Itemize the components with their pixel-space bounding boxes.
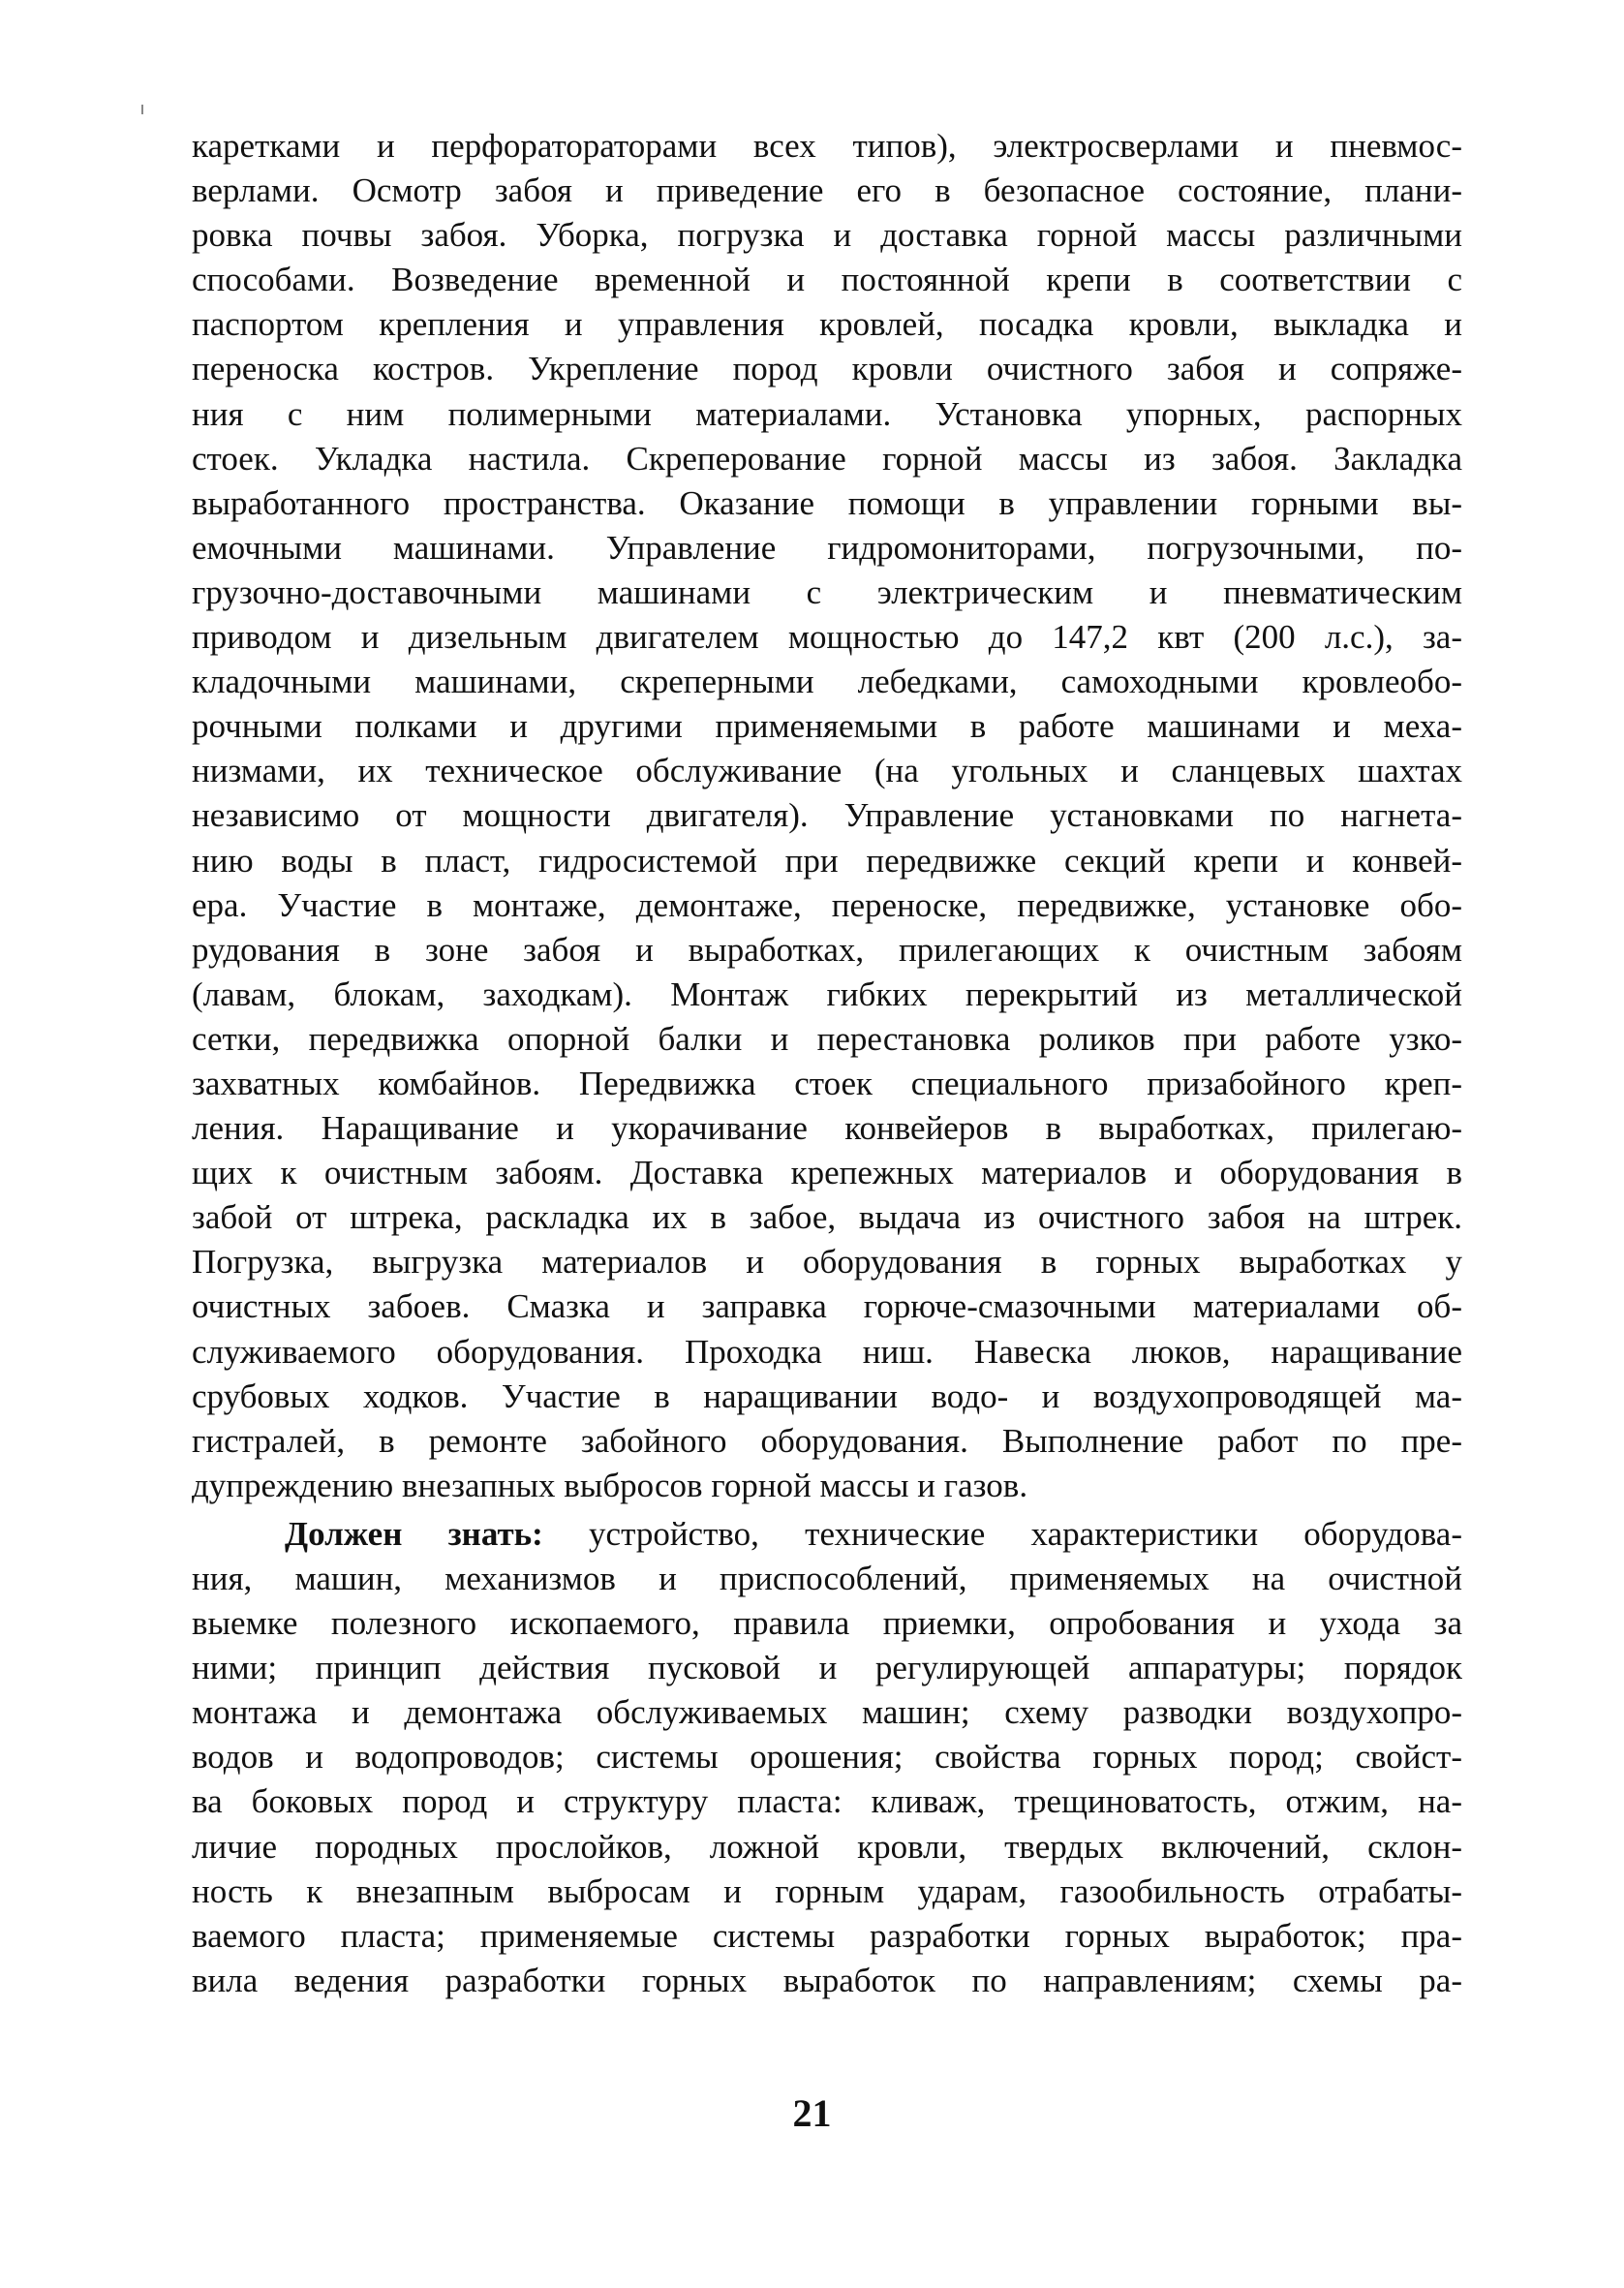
paragraph-1	[192, 124, 1462, 1508]
text-line: каретками и перфоратораторами всех типов), электросверлами и пневмос-	[192, 127, 1462, 165]
body-text	[192, 124, 1462, 2003]
text-line: грузочно-доставочными машинами с электрическим и пневматическим	[192, 572, 1462, 611]
text-line: низмами, их техническое обслуживание (на угольных и сланцевых шахтах	[192, 752, 1462, 790]
text-line: выработанного пространства. Оказание помощи в управлении горными вы-	[192, 483, 1462, 522]
text-line: способами. Возведение временной и постоянной крепи в соответствии с	[192, 261, 1462, 299]
text-line: гистралей, в ремонте забойного оборудования. Выполнение работ по пре-	[192, 1421, 1462, 1460]
paragraph-2	[192, 1512, 1462, 2003]
text-line: щих к очистным забоям. Доставка крепежных материалов и оборудования в	[192, 1154, 1462, 1192]
text-line: ваемого пласта; применяемые системы разработки горных выработок; пра-	[192, 1916, 1462, 1955]
text-line: очистных забоев. Смазка и заправка горюче-смазочными материалами об-	[192, 1287, 1462, 1326]
text-line: переноска костров. Укрепление пород кровли очистного забоя и сопряже-	[192, 350, 1462, 388]
scan-speck	[141, 105, 143, 114]
text-line: водов и водопроводов; системы орошения; свойства горных пород; свойст-	[192, 1738, 1462, 1777]
text-line: ния с ним полимерными материалами. Установка упорных, распорных	[192, 394, 1462, 433]
text-line: ними; принцип действия пусковой и регулирующей аппаратуры; порядок	[192, 1649, 1462, 1687]
lead-rest: устройство, технические характеристики оборудова-	[542, 1514, 1462, 1553]
text-line: забой от штрека, раскладка их в забое, выдача из очистного забоя на штрек.	[192, 1198, 1462, 1237]
text-line: рудования в зоне забоя и выработках, прилегающих к очистным забоям	[192, 930, 1462, 969]
text-line: выемке полезного ископаемого, правила приемки, опробования и ухода за	[192, 1604, 1462, 1643]
text-line: сетки, передвижка опорной балки и перестановка роликов при работе узко-	[192, 1019, 1462, 1058]
text-line: личие породных прослойков, ложной кровли, твердых включений, склон-	[192, 1827, 1462, 1866]
text-line: захватных комбайнов. Передвижка стоек специального призабойного креп-	[192, 1064, 1462, 1102]
text-line-lead	[192, 1512, 1462, 1557]
text-line: вила ведения разработки горных выработок по направлениям; схемы ра-	[192, 1961, 1462, 1999]
lead-heading: Должен знать:	[285, 1514, 543, 1553]
text-line: ления. Наращивание и укорачивание конвейеров в выработках, прилегаю-	[192, 1109, 1462, 1148]
text-line: дупреждению внезапных выбросов горной массы и газов.	[192, 1466, 1028, 1504]
text-line: служиваемого оборудования. Проходка ниш. Навеска люков, наращивание	[192, 1332, 1462, 1371]
text-line: ность к внезапным выбросам и горным ударам, газообильность отрабаты-	[192, 1871, 1462, 1910]
text-line: срубовых ходков. Участие в наращивании водо- и воздухопроводящей ма-	[192, 1376, 1462, 1415]
text-line: (лавам, блокам, заходкам). Монтаж гибких перекрытий из металлической	[192, 974, 1462, 1013]
text-line: рочными полками и другими применяемыми в работе машинами и меха-	[192, 707, 1462, 746]
text-line: ера. Участие в монтаже, демонтаже, переноске, передвижке, установке обо-	[192, 885, 1462, 924]
text-line: ния, машин, механизмов и приспособлений, применяемых на очистной	[192, 1560, 1462, 1597]
text-line: емочными машинами. Управление гидромониторами, погрузочными, по-	[192, 528, 1462, 567]
text-line: независимо от мощности двигателя). Управление установками по нагнета-	[192, 796, 1462, 835]
text-line: верлами. Осмотр забоя и приведение его в безопасное состояние, плани-	[192, 171, 1462, 210]
text-line: ва боковых пород и структуру пласта: кливаж, трещиноватость, отжим, на-	[192, 1782, 1462, 1821]
text-line: монтажа и демонтажа обслуживаемых машин; схему разводки воздухопро-	[192, 1693, 1462, 1732]
text-line: приводом и дизельным двигателем мощностью до 147,2 квт (200 л.с.), за-	[192, 618, 1462, 657]
text-line: нию воды в пласт, гидросистемой при передвижке секций крепи и конвей-	[192, 841, 1462, 880]
page-number: 21	[792, 2091, 832, 2135]
text-line: стоек. Укладка настила. Скреперование горной массы из забоя. Закладка	[192, 439, 1462, 478]
text-line: ровка почвы забоя. Уборка, погрузка и доставка горной массы различными	[192, 216, 1462, 255]
text-line: кладочными машинами, скреперными лебедками, самоходными кровлеобо-	[192, 663, 1462, 701]
text-line: паспортом крепления и управления кровлей, посадка кровли, выкладка и	[192, 305, 1462, 344]
text-line: Погрузка, выгрузка материалов и оборудования в горных выработках у	[192, 1243, 1462, 1282]
